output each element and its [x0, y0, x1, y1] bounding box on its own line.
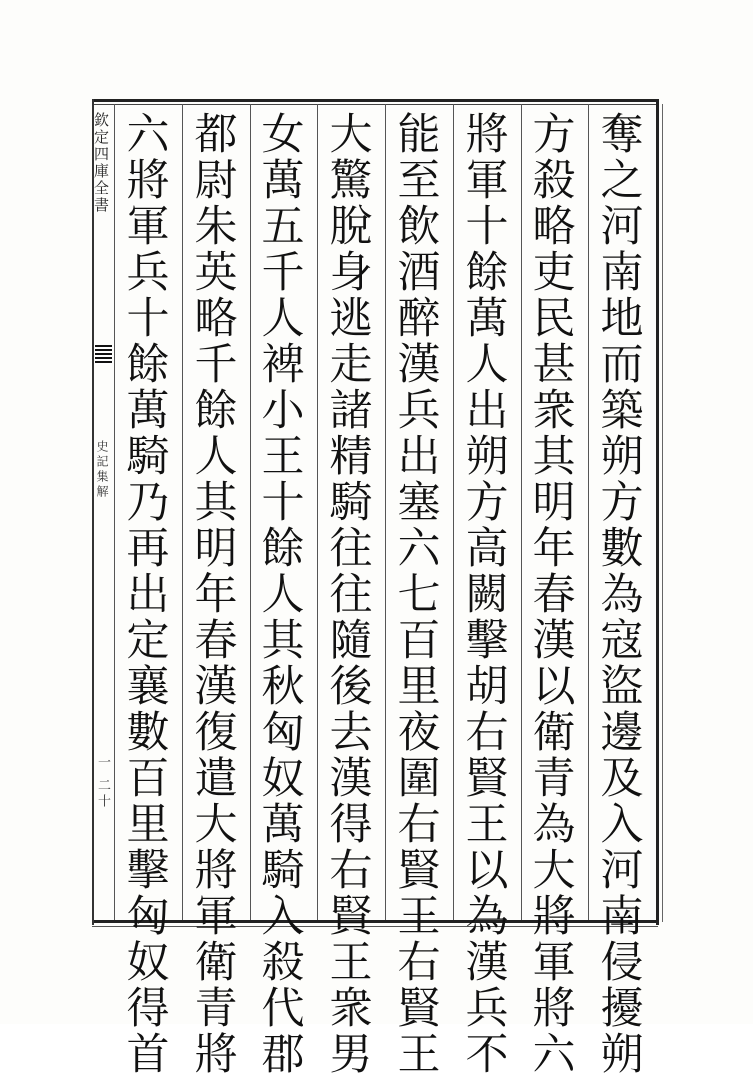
character: 將	[465, 110, 509, 160]
character: 右	[397, 938, 441, 988]
character: 胡	[465, 662, 509, 712]
character: 人	[194, 432, 238, 482]
character: 小	[261, 386, 305, 436]
character: 夜	[397, 708, 441, 758]
character: 千	[261, 248, 305, 298]
character: 高	[465, 524, 509, 574]
character: 六	[126, 110, 170, 160]
character: 其	[532, 432, 576, 482]
character: 賢	[397, 846, 441, 896]
character: 漢	[194, 662, 238, 712]
character: 襄	[126, 662, 170, 712]
character: 右	[329, 846, 373, 896]
character: 青	[194, 984, 238, 1034]
character: 青	[532, 754, 576, 804]
character: 數	[126, 708, 170, 758]
column-divider	[250, 104, 251, 920]
character: 郡	[261, 1030, 305, 1080]
character: 奪	[600, 110, 644, 160]
character: 匈	[261, 708, 305, 758]
character: 得	[126, 984, 170, 1034]
character: 年	[532, 524, 576, 574]
character: 王	[465, 800, 509, 850]
character: 得	[329, 800, 373, 850]
character: 女	[261, 110, 305, 160]
character: 英	[194, 248, 238, 298]
column-divider	[521, 104, 522, 920]
character: 闕	[465, 570, 509, 620]
text-column	[186, 110, 246, 1080]
character: 再	[126, 524, 170, 574]
character: 兵	[126, 248, 170, 298]
character: 十	[126, 294, 170, 344]
character: 酒	[397, 248, 441, 298]
column-divider	[114, 104, 115, 920]
character: 百	[397, 616, 441, 666]
character: 侵	[600, 938, 644, 988]
text-column	[524, 110, 584, 1080]
character: 其	[261, 616, 305, 666]
character: 以	[465, 846, 509, 896]
character: 軍	[126, 202, 170, 252]
character: 代	[261, 984, 305, 1034]
character: 精	[329, 432, 373, 482]
text-column	[457, 110, 517, 1080]
character: 里	[397, 662, 441, 712]
character: 漢	[397, 340, 441, 390]
character: 將	[532, 892, 576, 942]
character: 賢	[465, 754, 509, 804]
character: 盜	[600, 662, 644, 712]
character: 千	[194, 340, 238, 390]
character: 六	[397, 524, 441, 574]
character: 春	[532, 570, 576, 620]
character: 而	[600, 340, 644, 390]
character: 將	[194, 1030, 238, 1080]
character: 出	[465, 386, 509, 436]
character: 略	[532, 202, 576, 252]
character: 之	[600, 156, 644, 206]
character: 河	[600, 202, 644, 252]
character: 賢	[329, 892, 373, 942]
text-column	[253, 110, 313, 1080]
character: 裨	[261, 340, 305, 390]
character: 乃	[126, 478, 170, 528]
character: 脫	[329, 202, 373, 252]
character: 五	[261, 202, 305, 252]
character: 明	[194, 524, 238, 574]
character: 騎	[126, 432, 170, 482]
character: 春	[194, 616, 238, 666]
character: 衆	[329, 984, 373, 1034]
character: 甚	[532, 340, 576, 390]
character: 萬	[261, 800, 305, 850]
character: 人	[261, 294, 305, 344]
character: 殺	[261, 938, 305, 988]
character: 為	[600, 570, 644, 620]
character: 朔	[600, 432, 644, 482]
character: 將	[194, 846, 238, 896]
character: 地	[600, 294, 644, 344]
character: 南	[600, 248, 644, 298]
column-divider	[453, 104, 454, 920]
character: 大	[532, 846, 576, 896]
character: 萬	[261, 156, 305, 206]
character: 定	[126, 616, 170, 666]
character: 入	[261, 892, 305, 942]
character: 數	[600, 524, 644, 574]
character: 塞	[397, 478, 441, 528]
column-divider	[385, 104, 386, 920]
character: 軍	[532, 938, 576, 988]
character: 吏	[532, 248, 576, 298]
character: 其	[194, 478, 238, 528]
character: 不	[465, 1030, 509, 1080]
character: 南	[600, 892, 644, 942]
character: 都	[194, 110, 238, 160]
character: 將	[126, 156, 170, 206]
character: 逃	[329, 294, 373, 344]
character: 六	[532, 1030, 576, 1080]
character: 軍	[194, 892, 238, 942]
character: 七	[397, 570, 441, 620]
character: 遣	[194, 754, 238, 804]
character: 以	[532, 662, 576, 712]
character: 衛	[532, 708, 576, 758]
character: 餘	[194, 386, 238, 436]
character: 尉	[194, 156, 238, 206]
character: 大	[194, 800, 238, 850]
character: 身	[329, 248, 373, 298]
margin-page-number: 一 二十	[95, 755, 110, 811]
character: 出	[126, 570, 170, 620]
fishtail-mark	[95, 345, 112, 365]
character: 軍	[465, 156, 509, 206]
character: 築	[600, 386, 644, 436]
character: 將	[532, 984, 576, 1034]
character: 入	[600, 800, 644, 850]
character: 王	[329, 938, 373, 988]
character: 年	[194, 570, 238, 620]
character: 餘	[261, 524, 305, 574]
character: 河	[600, 846, 644, 896]
character: 王	[397, 892, 441, 942]
character: 衆	[532, 386, 576, 436]
top-border-inner-rule	[92, 104, 658, 105]
character: 人	[465, 340, 509, 390]
character: 往	[329, 570, 373, 620]
character: 圍	[397, 754, 441, 804]
right-border-inner-rule	[662, 104, 663, 922]
character: 十	[261, 478, 305, 528]
character: 方	[600, 478, 644, 528]
character: 百	[126, 754, 170, 804]
character: 民	[532, 294, 576, 344]
character: 萬	[465, 294, 509, 344]
character: 驚	[329, 156, 373, 206]
character: 漢	[532, 616, 576, 666]
right-border-rule	[656, 99, 659, 925]
character: 餘	[126, 340, 170, 390]
character: 人	[261, 570, 305, 620]
character: 擊	[465, 616, 509, 666]
top-border-rule	[92, 99, 658, 102]
character: 至	[397, 156, 441, 206]
character: 隨	[329, 616, 373, 666]
column-divider	[588, 104, 589, 920]
character: 擊	[126, 846, 170, 896]
character: 擾	[600, 984, 644, 1034]
column-divider	[317, 104, 318, 920]
text-column	[118, 110, 178, 1080]
character: 右	[465, 708, 509, 758]
character: 萬	[126, 386, 170, 436]
character: 明	[532, 478, 576, 528]
character: 朱	[194, 202, 238, 252]
character: 朔	[600, 1030, 644, 1080]
character: 男	[329, 1030, 373, 1080]
character: 漢	[465, 938, 509, 988]
character: 為	[532, 800, 576, 850]
text-column	[389, 110, 449, 1080]
text-column	[321, 110, 381, 1080]
character: 兵	[465, 984, 509, 1034]
character: 十	[465, 202, 509, 252]
character: 方	[465, 478, 509, 528]
character: 首	[126, 1030, 170, 1080]
character: 奴	[126, 938, 170, 988]
character: 飲	[397, 202, 441, 252]
character: 殺	[532, 156, 576, 206]
column-divider	[182, 104, 183, 920]
character: 諸	[329, 386, 373, 436]
character: 邊	[600, 708, 644, 758]
character: 漢	[329, 754, 373, 804]
character: 騎	[329, 478, 373, 528]
margin-book-title: 史記集解	[95, 440, 109, 500]
character: 寇	[600, 616, 644, 666]
character: 方	[532, 110, 576, 160]
character: 能	[397, 110, 441, 160]
character: 里	[126, 800, 170, 850]
character: 大	[329, 110, 373, 160]
character: 兵	[397, 386, 441, 436]
character: 復	[194, 708, 238, 758]
character: 衛	[194, 938, 238, 988]
character: 秋	[261, 662, 305, 712]
character: 為	[465, 892, 509, 942]
character: 奴	[261, 754, 305, 804]
character: 匈	[126, 892, 170, 942]
margin-collection-title: 欽定四庫全書	[92, 112, 110, 214]
text-column	[592, 110, 652, 1080]
character: 右	[397, 800, 441, 850]
character: 餘	[465, 248, 509, 298]
character: 略	[194, 294, 238, 344]
character: 及	[600, 754, 644, 804]
character: 往	[329, 524, 373, 574]
character: 去	[329, 708, 373, 758]
character: 王	[261, 432, 305, 482]
character: 賢	[397, 984, 441, 1034]
character: 後	[329, 662, 373, 712]
character: 朔	[465, 432, 509, 482]
character: 騎	[261, 846, 305, 896]
character: 醉	[397, 294, 441, 344]
character: 出	[397, 432, 441, 482]
character: 王	[397, 1030, 441, 1080]
character: 走	[329, 340, 373, 390]
